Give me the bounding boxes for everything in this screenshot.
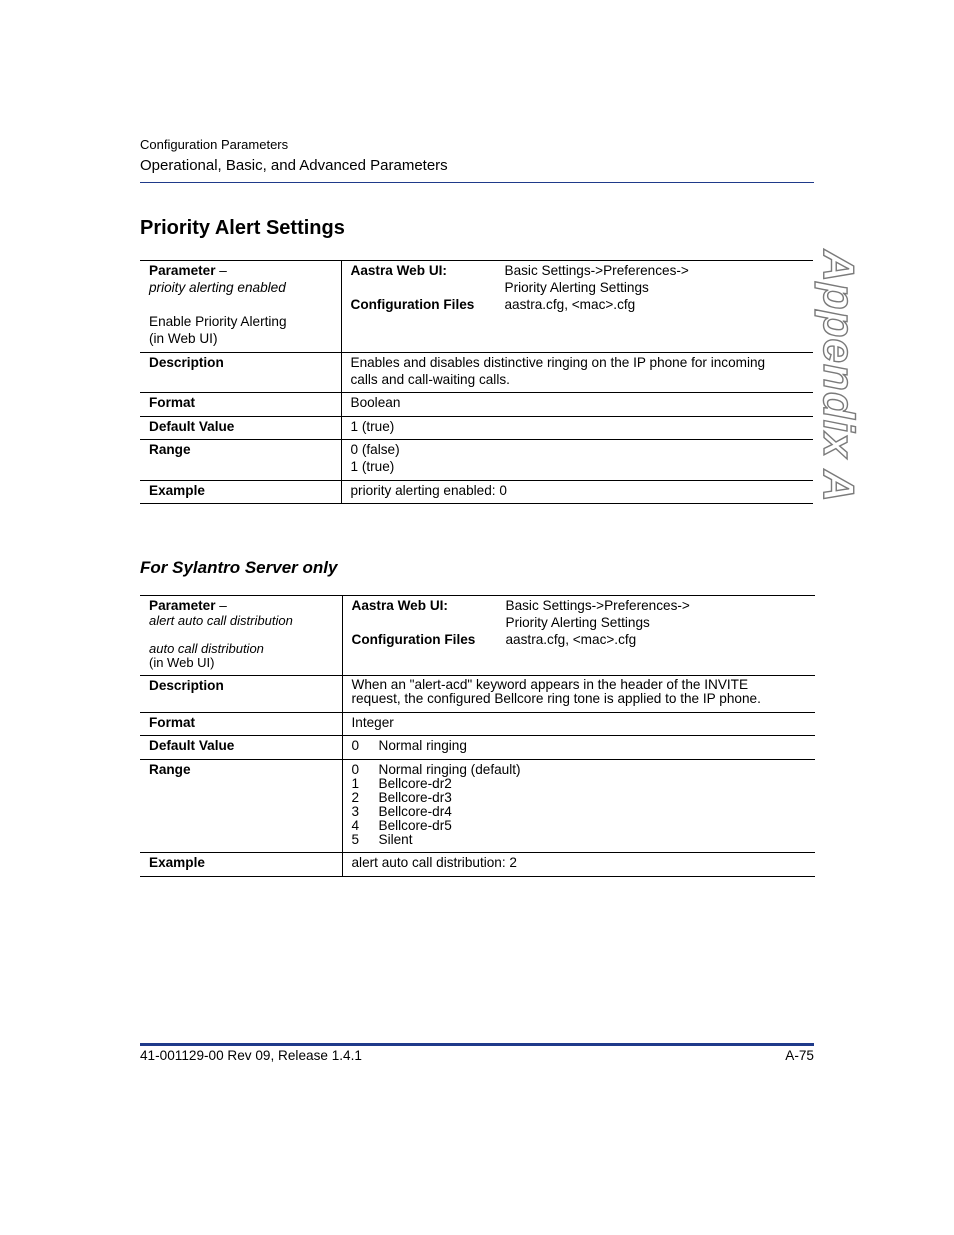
table-row xyxy=(140,353,813,393)
description-line-2: request, the configured Bellcore ring tone is applied to the IP phone. xyxy=(351,691,761,706)
config-files-value: aastra.cfg, <mac>.cfg xyxy=(504,297,636,312)
table-row xyxy=(140,853,815,877)
table-row xyxy=(140,393,813,417)
acd-parameter-table xyxy=(140,595,815,877)
default-text: Normal ringing xyxy=(378,738,467,753)
range-number: 5 xyxy=(351,832,360,847)
footer-divider xyxy=(140,1043,814,1046)
range-text: Bellcore-dr4 xyxy=(378,804,452,819)
webui-label: Aastra Web UI: xyxy=(351,598,448,613)
webui-path-line-2: Priority Alerting Settings xyxy=(505,615,650,630)
description-line-1: When an "alert-acd" keyword appears in the header of the INVITE xyxy=(351,677,749,692)
parameter-label: Parameter xyxy=(149,598,216,613)
webui-field-name: auto call distribution xyxy=(149,641,264,656)
range-list xyxy=(352,763,816,847)
format-label: Format xyxy=(140,713,342,736)
range-value xyxy=(342,760,815,853)
location-cell xyxy=(341,261,813,353)
config-files-label: Configuration Files xyxy=(350,297,475,312)
priority-alert-parameter-table xyxy=(140,260,813,504)
webui-path-line-1: Basic Settings->Preferences-> xyxy=(505,598,690,613)
parameter-dash: – xyxy=(215,263,227,278)
parameter-cell xyxy=(140,261,341,353)
running-header-chapter: Configuration Parameters xyxy=(140,137,289,152)
example-value: priority alerting enabled: 0 xyxy=(341,481,813,504)
default-value-label: Default Value xyxy=(140,736,342,760)
range-number: 0 xyxy=(351,762,360,777)
section-title-sylantro: For Sylantro Server only xyxy=(140,558,338,577)
table-row xyxy=(140,676,815,713)
range-number: 3 xyxy=(351,804,360,819)
section-title-priority-alert: Priority Alert Settings xyxy=(140,217,345,239)
range-text: Bellcore-dr2 xyxy=(378,776,452,791)
range-number: 2 xyxy=(351,790,360,805)
default-number: 0 xyxy=(351,738,360,753)
running-header-section: Operational, Basic, and Advanced Parameters xyxy=(140,157,448,174)
config-files-label: Configuration Files xyxy=(351,632,476,647)
description-label: Description xyxy=(140,353,341,393)
parameter-name: prioity alerting enabled xyxy=(149,280,286,295)
appendix-side-tab-label: Appendix A xyxy=(814,250,863,503)
parameter-label: Parameter xyxy=(149,263,216,278)
webui-label: Aastra Web UI: xyxy=(350,263,447,278)
description-label: Description xyxy=(140,676,342,713)
parameter-dash: – xyxy=(215,598,227,613)
range-number: 1 xyxy=(351,776,360,791)
format-value: Boolean xyxy=(341,393,813,417)
config-files-value: aastra.cfg, <mac>.cfg xyxy=(505,632,637,647)
webui-field-name: Enable Priority Alerting xyxy=(149,314,287,329)
webui-path-line-2: Priority Alerting Settings xyxy=(504,280,649,295)
header-divider xyxy=(140,182,814,183)
description-line-1: Enables and disables distinctive ringing on the IP phone for incoming xyxy=(350,355,766,370)
range-option: 1 (true) xyxy=(350,459,395,474)
range-text: Bellcore-dr5 xyxy=(378,818,452,833)
format-label: Format xyxy=(140,393,341,417)
webui-field-note: (in Web UI) xyxy=(149,331,218,346)
description-value xyxy=(341,353,813,393)
range-label: Range xyxy=(140,440,341,481)
webui-field-note: (in Web UI) xyxy=(149,655,215,670)
example-label: Example xyxy=(140,481,341,504)
table-row xyxy=(140,481,813,504)
range-option: 0 (false) xyxy=(350,442,400,457)
table-row xyxy=(140,736,815,760)
default-value xyxy=(342,736,815,760)
webui-path-line-1: Basic Settings->Preferences-> xyxy=(504,263,689,278)
table-row xyxy=(140,261,813,353)
range-text: Bellcore-dr3 xyxy=(378,790,452,805)
table-row xyxy=(140,760,815,853)
description-line-2: calls and call-waiting calls. xyxy=(350,372,510,387)
description-value xyxy=(342,676,815,713)
default-value-label: Default Value xyxy=(140,417,341,440)
parameter-cell xyxy=(140,596,342,676)
default-value: 1 (true) xyxy=(341,417,813,440)
parameter-name: alert auto call distribution xyxy=(149,613,293,628)
range-label: Range xyxy=(140,760,342,853)
range-text: Silent xyxy=(378,832,413,847)
example-label: Example xyxy=(140,853,342,877)
location-cell xyxy=(342,596,815,676)
range-text: Normal ringing (default) xyxy=(378,762,521,777)
table-row xyxy=(140,713,815,736)
table-row xyxy=(140,596,815,676)
range-value xyxy=(341,440,813,481)
format-value: Integer xyxy=(342,713,815,736)
table-row xyxy=(140,417,813,440)
range-number: 4 xyxy=(351,818,360,833)
table-row xyxy=(140,440,813,481)
footer-page-number: A-75 xyxy=(785,1048,814,1063)
example-value: alert auto call distribution: 2 xyxy=(342,853,815,877)
footer-document-id: 41-001129-00 Rev 09, Release 1.4.1 xyxy=(140,1048,362,1063)
